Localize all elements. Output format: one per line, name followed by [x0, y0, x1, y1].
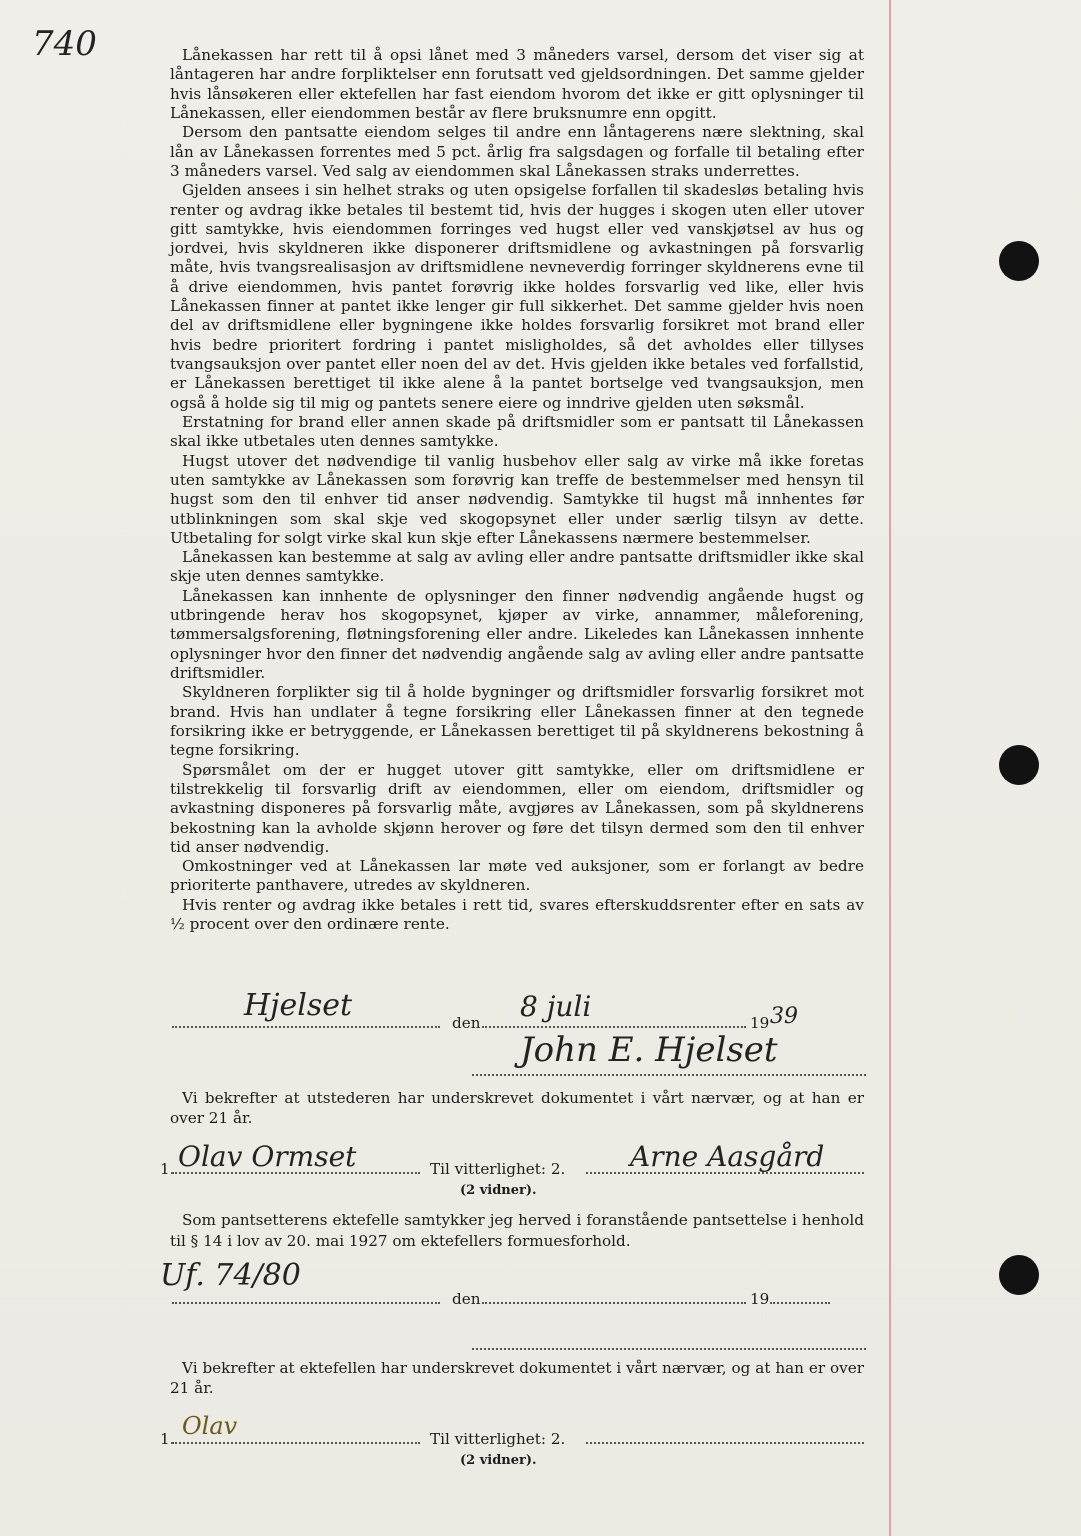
witness-number-1b: 1.	[160, 1430, 175, 1448]
vidner-note: (2 vidner).	[460, 1183, 537, 1198]
witness-number-1: 1.	[160, 1160, 175, 1178]
margin-rule	[889, 0, 891, 1536]
terms-text	[170, 46, 864, 934]
place-line	[172, 1026, 440, 1028]
paragraph: Spørsmålet om der er hugget utover gitt samtykke, eller om driftsmidlene er tilstrekkelig til forsvarlig drift av eiendommen, eller om eiendom, driftsmidler og avkastning disponeres på forsvarlig måte, avgjøres av Lånekassen, som på skyldnerens bekostning kan la avholde skjønn herover og føre det tilsyn dermed som den til enhver tid anser nødvendig.	[170, 760, 864, 856]
date-line	[482, 1026, 746, 1028]
vitterlighet-label-2: Til vitterlighet: 2.	[430, 1430, 566, 1448]
witness-statement-2: Vi bekrefter at ektefellen har underskrevet dokumentet i vårt nærvær, og at han er over 21 år.	[170, 1359, 864, 1397]
paragraph: Hvis renter og avdrag ikke betales i rett tid, svares efterskuddsrenter efter en sats av ½ procent over den ordinære rente.	[170, 895, 864, 934]
paragraph: Lånekassen har rett til å opsi lånet med 3 måneders varsel, dersom det viser sig at låntageren har andre forpliktelser enn forutsatt ved gjeldsordningen. Det samme gjelder hvis lånsøkeren eller ektefellen har fast eiendom hvorom det ikke er gitt oplysninger til Lånekassen, eller eiendommen består av flere bruksnumre enn opgitt.	[170, 46, 864, 122]
spouse-signature-line	[472, 1348, 866, 1350]
paragraph: Lånekassen kan innhente de oplysninger den finner nødvendig angående hugst og utbringende herav hos skogopsynet, kjøper av virke, annammer, måleforening, tømmersalgsforening, fløtningsforening eller andre. Likeledes kan Lånekassen innhente oplysninger hvor den finner det nødvendig angående salg av avling eller andre pantsatte driftsmidler.	[170, 586, 864, 682]
year-prefix: 19	[750, 1014, 770, 1032]
witness-signature-2: Arne Aasgård	[630, 1140, 825, 1173]
place-handwritten: Hjelset	[244, 988, 353, 1023]
den-label: den	[452, 1014, 481, 1032]
witness-line-2b	[586, 1442, 864, 1444]
year-line-2	[770, 1302, 830, 1304]
paragraph: Omkostninger ved at Lånekassen lar møte ved auksjoner, som er forlangt av bedre prioriterte panthavere, utredes av skyldneren.	[170, 857, 864, 895]
place-line-2	[172, 1302, 440, 1304]
vidner-note-2: (2 vidner).	[460, 1453, 537, 1468]
date-handwritten: 8 juli	[520, 990, 592, 1023]
witness-line-1b	[172, 1442, 420, 1444]
den-label-2: den	[452, 1290, 481, 1308]
signature-line	[472, 1074, 866, 1076]
page-number: 740	[32, 24, 97, 64]
punch-hole	[999, 1255, 1039, 1295]
vitterlighet-label: Til vitterlighet: 2.	[430, 1160, 566, 1178]
paragraph: Hugst utover det nødvendige til vanlig husbehov eller salg av virke må ikke foretas uten samtykke av Lånekassen som forøvrig kan treffe de bestemmelser med hensyn til hugst som den til enhver tid anser nødvendig. Samtykke til hugst må innhentes før utblinkningen som skal skje ved skogopsynet eller under særlig tilsyn av dette. Utbetaling for solgt virke skal kun skje efter Lånekassens nærmere bestemmelser.	[170, 451, 864, 547]
punch-hole	[999, 745, 1039, 785]
paragraph: Erstatning for brand eller annen skade på driftsmidler som er pantsatt til Lånekassen skal ikke utbetales uten dennes samtykke.	[170, 412, 864, 451]
paragraph: Lånekassen kan bestemme at salg av avling eller andre pantsatte driftsmidler ikke skal skje uten dennes samtykke.	[170, 548, 864, 586]
date-line-2	[482, 1302, 746, 1304]
margin-note-handwritten: Uf. 74/80	[160, 1258, 301, 1293]
paragraph: Dersom den pantsatte eiendom selges til andre enn låntagerens nære slektning, skal lån av Lånekassen forrentes med 5 pct. årlig fra salgsdagen og forfalle til betaling efter 3 måneders varsel. Ved salg av eiendommen skal Lånekassen straks underrettes.	[170, 123, 864, 180]
signature-handwritten: John E. Hjelset	[520, 1030, 778, 1070]
paragraph: Gjelden ansees i sin helhet straks og uten opsigelse forfallen til skadesløs betaling hvis renter og avdrag ikke betales til bestemt tid, hvis der hugges i skogen uten eller utover gitt samtykke, hvis eiendommen forringes ved hugst eller ved vanskjøtsel av hus og jordvei, hvis skyldneren ikke disponerer driftsmidlene og avkastningen på forsvarlig måte, hvis tvangsrealisasjon av driftsmidlene nevneverdig forringer skyldnerens evne til å drive eiendommen, hvis pantet forøvrig ikke holdes forsvarlig ved like, eller hvis Lånekassen finner at pantet ikke lenger gir full sikkerhet. Det samme gjelder hvis noen del av driftsmidlene eller bygningene ikke holdes forsvarlig forsikret mot brand eller hvis bedre prioritert fordring i pantet misligholdes, så det avholdes eller tillyses tvangsauksjon over pantet eller noen del av det. Hvis gjelden ikke betales ved forfallstid, er Lånekassen berettiget til ikke alene å la pantet bortselge ved tvangsauksjon, men også å holde sig til mig og pantets senere eiere og inndrive gjelden uten søksmål.	[170, 181, 864, 412]
witness-statement: Vi bekrefter at utstederen har underskrevet dokumentet i vårt nærvær, og at han er over 21 år.	[170, 1089, 864, 1127]
witness-signature-1b: Olav	[182, 1412, 238, 1440]
paragraph: Skyldneren forplikter sig til å holde bygninger og driftsmidler forsvarlig forsikret mot brand. Hvis han undlater å tegne forsikring eller Lånekassen finner at den tegnede forsikring ikke er betryggende, er Lånekassen berettiget til på skyldnerens bekostning å tegne forsikring.	[170, 683, 864, 760]
punch-hole	[999, 241, 1039, 281]
year-handwritten: 39	[770, 1004, 798, 1029]
witness-signature-1: Olav Ormset	[178, 1140, 357, 1173]
spouse-consent: Som pantsetterens ektefelle samtykker jeg herved i foranstående pantsettelse i henhold til § 14 i lov av 20. mai 1927 om ektefellers formuesforhold.	[170, 1211, 864, 1250]
year-prefix-2: 19	[750, 1290, 770, 1308]
